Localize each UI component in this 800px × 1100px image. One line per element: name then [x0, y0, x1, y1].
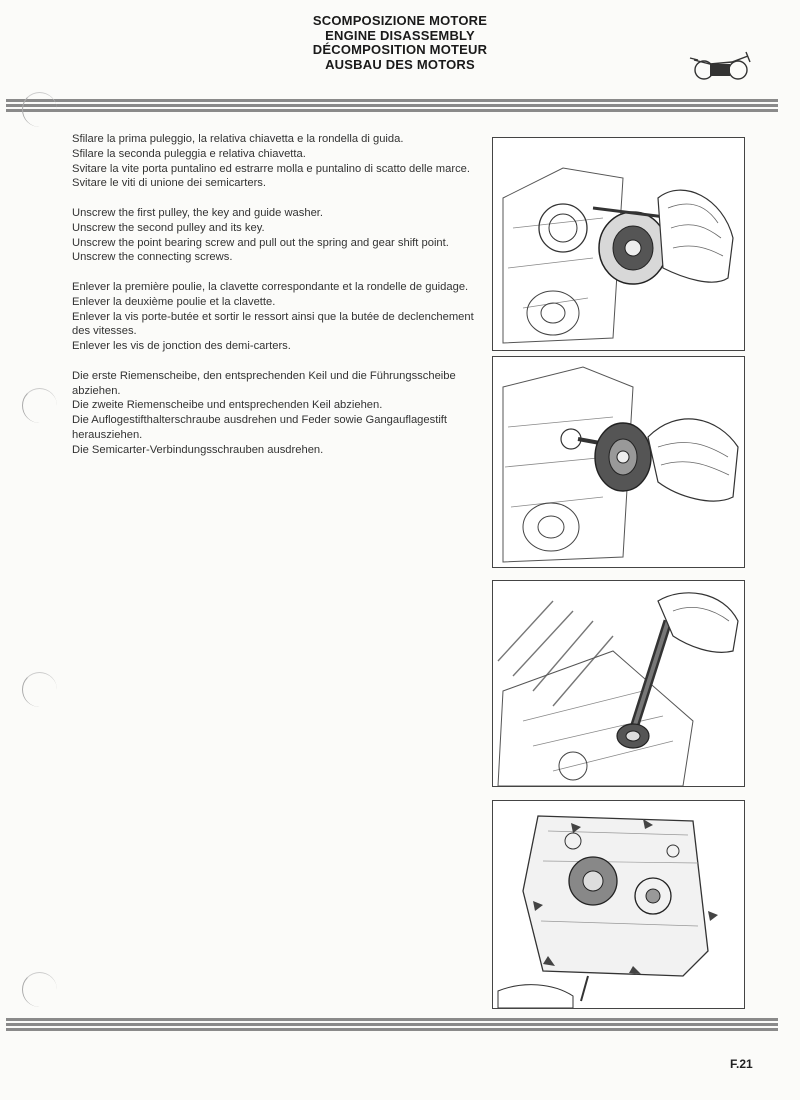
instructions-french [72, 280, 474, 354]
instruction-line: Die Semicarter-Verbindungsschrauben ausdrehen. [72, 443, 324, 456]
binder-hole [22, 672, 57, 707]
instructions-body [72, 132, 474, 472]
instructions-english [72, 206, 474, 265]
instruction-line: Enlever la première poulie, la clavette correspondante et la rondelle de guidage. [72, 280, 469, 293]
binder-hole [22, 972, 57, 1007]
page-number: F.21 [730, 1057, 753, 1071]
instruction-line: Unscrew the point bearing screw and pull out the spring and gear shift point. [72, 236, 449, 249]
engine-section-icon [688, 48, 754, 84]
title-french: DÉCOMPOSITION MOTEUR [312, 42, 488, 57]
title-german: AUSBAU DES MOTORS [325, 56, 475, 72]
binder-hole [22, 92, 57, 127]
instruction-line: Enlever la deuxième poulie et la clavette. [72, 295, 276, 308]
instruction-line: Unscrew the connecting screws. [72, 251, 233, 264]
title-italian: SCOMPOSIZIONE MOTORE [312, 13, 488, 28]
illustration-first-pulley [492, 137, 745, 351]
illustration-point-bearing-screw [492, 580, 745, 787]
instruction-line: Sfilare la seconda puleggia e relativa chiavetta. [72, 147, 306, 160]
engine-drawing-1 [493, 138, 744, 350]
instruction-line: Sfilare la prima puleggio, la relativa chiavetta e la rondella di guida. [72, 133, 404, 145]
binder-hole [22, 388, 57, 423]
instruction-line: Svitare la vite porta puntalino ed estrarre molla e puntalino di scatto delle marce. [72, 162, 470, 175]
instruction-line: Enlever la vis porte-butée et sortir le ressort ainsi que la butée de declenchement des vitesses. [72, 310, 474, 338]
footer-rule [6, 1018, 778, 1032]
instruction-line: Die Auflogestifthalterschraube ausdrehen und Feder sowie Gangauflagestift herausziehen. [72, 414, 448, 441]
engine-drawing-2 [493, 357, 744, 567]
instructions-italian [72, 132, 474, 191]
illustration-second-pulley [492, 356, 745, 568]
instruction-line: Die erste Riemenscheibe, den entsprechenden Keil und die Führungsscheibe abziehen. [72, 369, 456, 397]
instructions-german [72, 369, 474, 458]
instruction-line: Unscrew the second pulley and its key. [72, 221, 265, 234]
instruction-line: Svitare le viti di unione dei semicarters. [72, 177, 267, 190]
engine-drawing-4 [493, 801, 744, 1008]
instruction-line: Enlever les vis de jonction des demi-carters. [72, 340, 291, 353]
instruction-line: Unscrew the first pulley, the key and guide washer. [72, 206, 324, 219]
engine-drawing-3 [493, 581, 744, 786]
illustration-connecting-screws [492, 800, 745, 1009]
instruction-line: Die zweite Riemenscheibe und entsprechenden Keil abziehen. [72, 399, 383, 412]
title-english: ENGINE DISASSEMBLY [325, 27, 475, 43]
header-rule [6, 99, 778, 113]
page-header [0, 14, 800, 72]
